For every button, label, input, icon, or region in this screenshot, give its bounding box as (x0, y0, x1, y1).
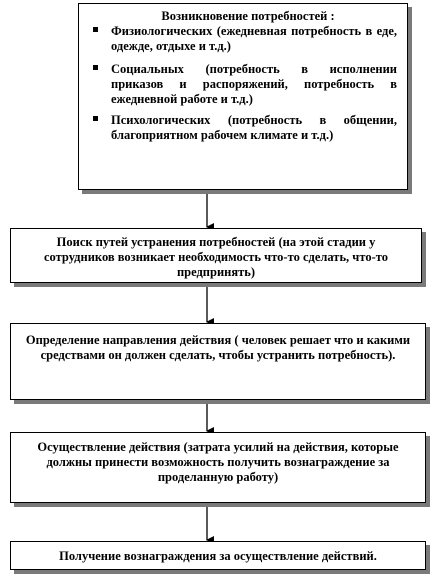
needs-list (89, 24, 397, 143)
needs-emergence-title: Возникновение потребностей : (161, 9, 335, 23)
list-item (89, 113, 397, 143)
action-direction-text: ( человек решает что и какими средствами он должен сделать, чтобы устранить потребность). (40, 333, 411, 362)
reward-text: Получение вознаграждения за осуществление действий. (59, 549, 377, 563)
list-item (89, 24, 397, 54)
action-execution-text: (затрата усилий на действия, которые должны принести возможность получить вознаграждение за проделанную работу) (46, 440, 399, 484)
search-ways-title: Поиск путей устранения потребностей (56, 235, 276, 249)
needs-item-social: Социальных (потребность в исполнении приказов и распоряжений, потребность в ежедневной работе и т.д.) (111, 62, 397, 106)
action-execution-title: Осуществление действия (37, 440, 181, 454)
search-ways-text: (на этой стадии у сотрудников возникает необходимость что-то сделать, что-то предпринять) (44, 235, 388, 279)
square-bullet-icon (93, 65, 98, 70)
needs-emergence-box (78, 3, 408, 190)
search-ways-box (10, 228, 422, 283)
needs-item-physiological: Физиологических (ежедневная потребность в еде, одежде, отдыхе и т.д.) (111, 24, 397, 53)
list-item (89, 62, 397, 107)
square-bullet-icon (93, 116, 98, 121)
needs-item-psychological: Психологических (потребность в общении, благоприятном рабочем климате и т.д.) (111, 113, 397, 142)
action-direction-box (10, 323, 426, 400)
action-direction-title: Определение направления действия (25, 333, 232, 347)
reward-box (10, 541, 426, 570)
action-execution-box (10, 432, 426, 503)
square-bullet-icon (93, 27, 98, 32)
